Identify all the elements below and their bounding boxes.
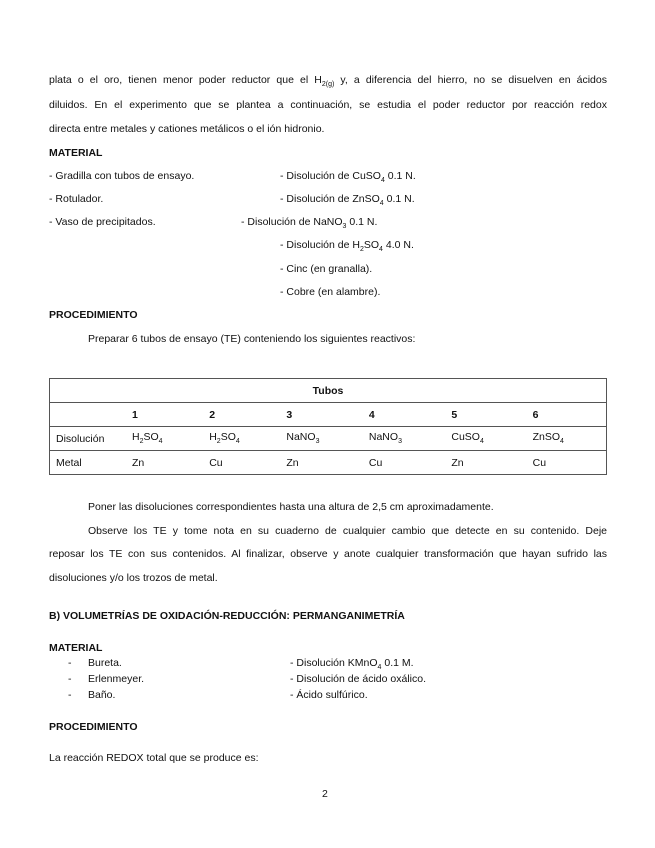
procedure-intro: Preparar 6 tubos de ensayo (TE) conteniendo los siguientes reactivos: [88, 333, 416, 345]
table-cell: Cu [363, 451, 446, 475]
section-heading: B) VOLUMETRÍAS DE OXIDACIÓN-REDUCCIÓN: PERMANGANIMETRÍA [49, 610, 405, 622]
tubes-table [49, 378, 607, 475]
reagent-item: - Disolución de ácido oxálico. [290, 673, 426, 685]
bullet: - [68, 689, 72, 701]
reagent-item: - Ácido sulfúrico. [290, 689, 368, 701]
table-cell: Cu [203, 451, 280, 475]
material-item: - Gradilla con tubos de ensayo. [49, 170, 195, 182]
tube-number: 6 [527, 403, 607, 427]
table-cell: CuSO$_4$ [445, 427, 526, 451]
material-item: - Rotulador. [49, 193, 104, 205]
tube-number: 2 [203, 403, 280, 427]
paragraph: Poner las disoluciones correspondientes hasta una altura de 2,5 cm aproximadamente. [88, 501, 494, 513]
reagent-item: - Cobre (en alambre). [280, 286, 381, 298]
tube-number: 4 [363, 403, 446, 427]
intro-line-2: diluidos. En el experimento que se plantea a continuación, se estudia el poder reductor por reacción redox [49, 99, 607, 111]
reagent-item: - Disolución de CuSO$_4$ 0.1 N. [280, 170, 416, 185]
page-number: 2 [322, 788, 328, 800]
bullet: - [68, 673, 72, 685]
procedure-heading: PROCEDIMIENTO [49, 309, 138, 321]
tube-number: 1 [126, 403, 203, 427]
table-cell: ZnSO$_4$ [527, 427, 607, 451]
row-label: Disolución [50, 427, 127, 451]
table-cell: Zn [445, 451, 526, 475]
material-heading: MATERIAL [49, 147, 103, 159]
material-item: Baño. [88, 689, 116, 701]
tube-number: 5 [445, 403, 526, 427]
table-cell: NaNO$_3$ [280, 427, 363, 451]
reagent-item: - Disolución de $H_2SO_4$ 4.0 N. [280, 239, 414, 254]
reaction-text: La reacción REDOX total que se produce es: [49, 752, 259, 764]
paragraph: disoluciones y/o los trozos de metal. [49, 572, 218, 584]
paragraph: reposar los TE con sus contenidos. Al finalizar, observe y anote cualquier transformación que hayan sufrido las [49, 548, 607, 560]
table-row [50, 403, 607, 427]
intro-line-3: directa entre metales y cationes metálicos o el ión hidronio. [49, 123, 325, 135]
intro-line-1: plata o el oro, tienen menor poder reductor que el $H_{2(g)}$ y, a diferencia del hierro, no se disuelven en ácidos [49, 74, 607, 89]
material-item: Bureta. [88, 657, 122, 669]
table-cell: $H_2SO_4$ [203, 427, 280, 451]
table-row [50, 427, 607, 451]
material-heading: MATERIAL [49, 642, 103, 654]
table-cell: Cu [527, 451, 607, 475]
bullet: - [68, 657, 72, 669]
row-label: Metal [50, 451, 127, 475]
reagent-item: - Cinc (en granalla). [280, 263, 373, 275]
procedure-heading: PROCEDIMIENTO [49, 721, 138, 733]
reagent-item: - Disolución KMnO$_4$ 0.1 M. [290, 657, 414, 672]
reagent-item: - Disolución de NaNO$_3$ 0.1 N. [241, 216, 378, 231]
table-cell: $H_2SO_4$ [126, 427, 203, 451]
material-item: - Vaso de precipitados. [49, 216, 156, 228]
paragraph: Observe los TE y tome nota en su cuaderno de cualquier cambio que detecte en su contenido. Deje [88, 525, 607, 537]
material-item: Erlenmeyer. [88, 673, 145, 685]
table-row [50, 451, 607, 475]
table-cell: NaNO$_3$ [363, 427, 446, 451]
reagent-item: - Disolución de ZnSO$_4$ 0.1 N. [280, 193, 415, 208]
table-title: Tubos [50, 379, 607, 403]
tube-number: 3 [280, 403, 363, 427]
table-cell: Zn [126, 451, 203, 475]
table-cell: Zn [280, 451, 363, 475]
